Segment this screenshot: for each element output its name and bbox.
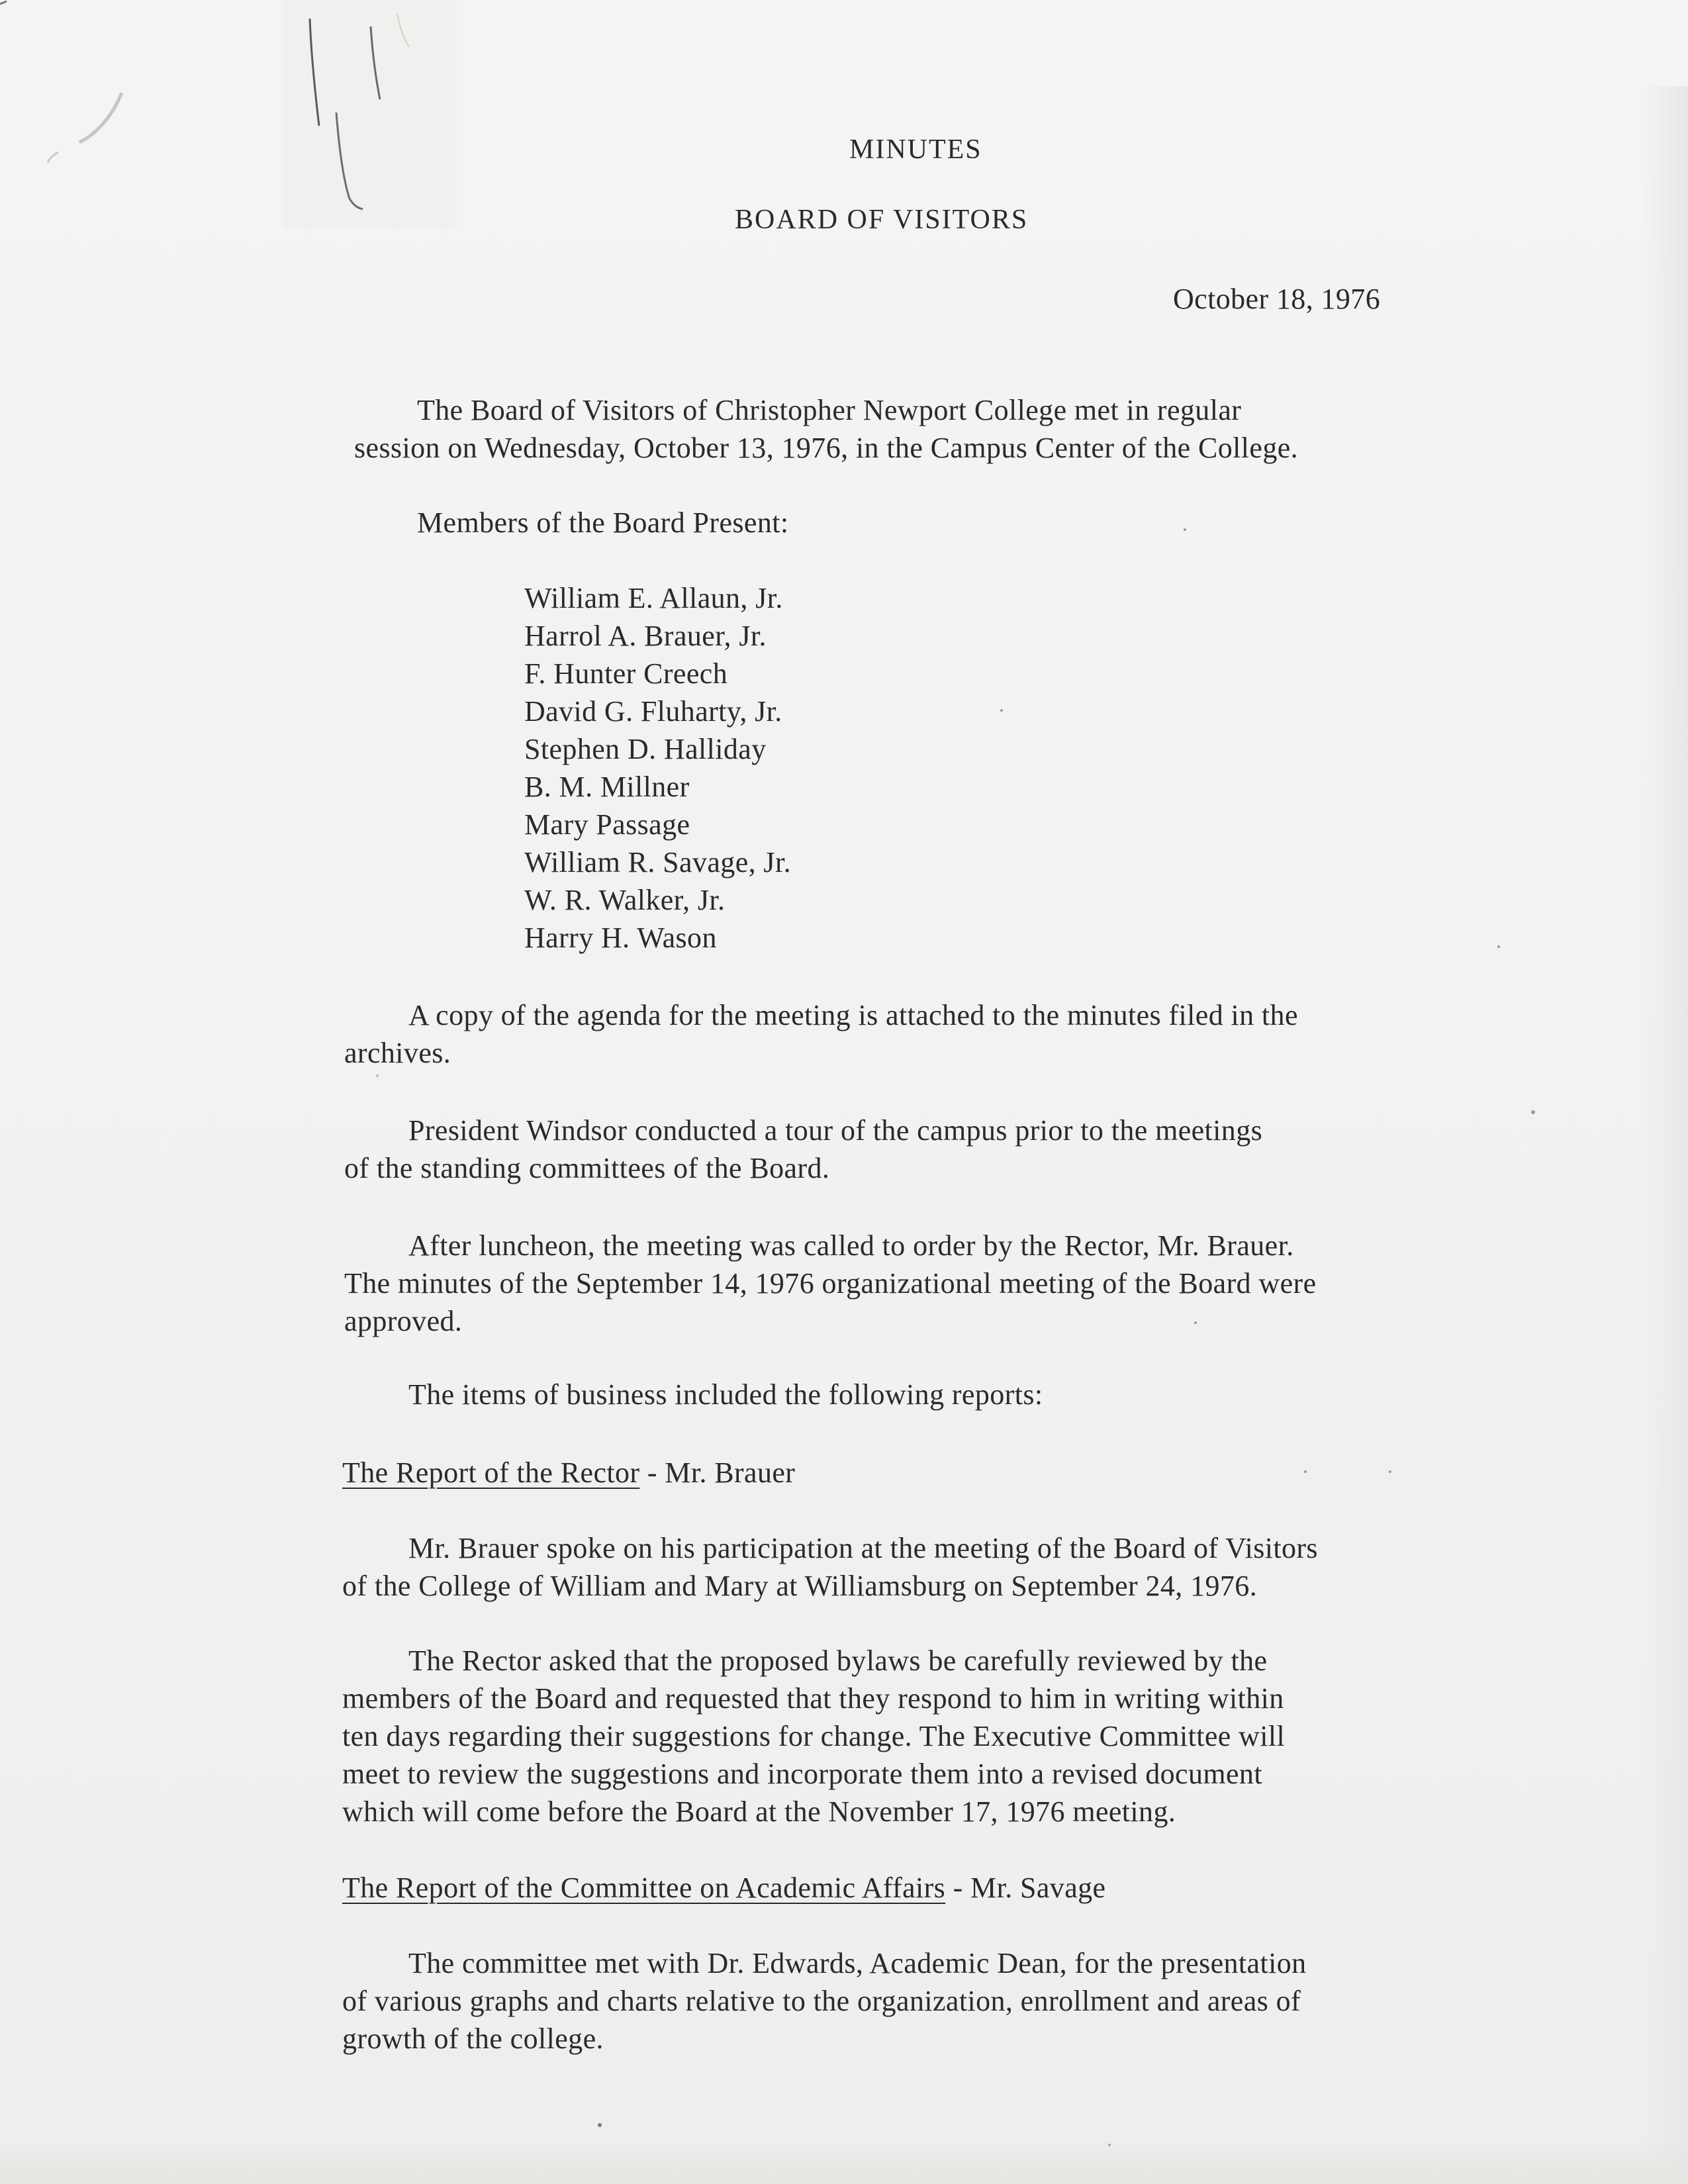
academic-report-title: The Report of the Committee on Academic Affairs bbox=[342, 1872, 946, 1904]
rector-report-presenter: - Mr. Brauer bbox=[639, 1456, 796, 1489]
intro-line-1: The Board of Visitors of Christopher Newport College met in regular bbox=[417, 394, 1242, 426]
member-name: William R. Savage, Jr. bbox=[524, 846, 791, 878]
luncheon-line-2: The minutes of the September 14, 1976 organizational meeting of the Board were bbox=[344, 1267, 1317, 1300]
rector-para1-line-2: of the College of William and Mary at Williamsburg on September 24, 1976. bbox=[342, 1570, 1258, 1602]
academic-para1-line-1: The committee met with Dr. Edwards, Academic Dean, for the presentation bbox=[408, 1947, 1307, 1979]
members-heading: Members of the Board Present: bbox=[417, 506, 789, 539]
scan-bottom-shadow bbox=[0, 2138, 1688, 2184]
member-name: Stephen D. Halliday bbox=[524, 733, 767, 765]
luncheon-line-1: After luncheon, the meeting was called to order by the Rector, Mr. Brauer. bbox=[408, 1229, 1294, 1262]
document-subtitle: BOARD OF VISITORS bbox=[735, 205, 1029, 235]
agenda-line-1: A copy of the agenda for the meeting is attached to the minutes filed in the bbox=[408, 999, 1298, 1031]
academic-report-presenter: - Mr. Savage bbox=[945, 1872, 1106, 1904]
rector-para2-line-1: The Rector asked that the proposed bylaws be carefully reviewed by the bbox=[408, 1644, 1268, 1677]
member-name: Harrol A. Brauer, Jr. bbox=[524, 620, 767, 652]
business-intro: The items of business included the following reports: bbox=[408, 1378, 1043, 1411]
tour-line-2: of the standing committees of the Board. bbox=[344, 1152, 830, 1184]
document-date: October 18, 1976 bbox=[1173, 283, 1381, 315]
rector-report-heading bbox=[342, 1454, 795, 1492]
member-name: F. Hunter Creech bbox=[524, 657, 728, 690]
rector-para2-line-2: members of the Board and requested that they respond to him in writing within bbox=[342, 1682, 1284, 1715]
tour-line-1: President Windsor conducted a tour of the campus prior to the meetings bbox=[408, 1114, 1263, 1147]
academic-para1-line-2: of various graphs and charts relative to the organization, enrollment and areas of bbox=[342, 1985, 1301, 2017]
luncheon-line-3: approved. bbox=[344, 1305, 463, 1337]
member-name: Mary Passage bbox=[524, 808, 690, 841]
rector-para2-line-5: which will come before the Board at the November 17, 1976 meeting. bbox=[342, 1795, 1176, 1828]
scan-edge-shadow bbox=[1642, 86, 1688, 2184]
intro-line-2: session on Wednesday, October 13, 1976, in the Campus Center of the College. bbox=[354, 432, 1299, 464]
rector-para1-line-1: Mr. Brauer spoke on his participation at the meeting of the Board of Visitors bbox=[408, 1532, 1318, 1564]
rector-report-title: The Report of the Rector bbox=[342, 1456, 640, 1489]
rector-para2-line-3: ten days regarding their suggestions for change. The Executive Committee will bbox=[342, 1720, 1286, 1752]
member-name: David G. Fluharty, Jr. bbox=[524, 695, 782, 728]
member-name: B. M. Millner bbox=[524, 771, 690, 803]
document-title: MINUTES bbox=[849, 134, 982, 165]
member-name: W. R. Walker, Jr. bbox=[524, 884, 726, 916]
rector-para2-line-4: meet to review the suggestions and incorporate them into a revised document bbox=[342, 1758, 1262, 1790]
academic-para1-line-3: growth of the college. bbox=[342, 2022, 604, 2055]
academic-report-heading bbox=[342, 1869, 1105, 1907]
agenda-line-2: archives. bbox=[344, 1037, 451, 1069]
member-name: Harry H. Wason bbox=[524, 922, 717, 954]
member-name: William E. Allaun, Jr. bbox=[524, 582, 783, 614]
